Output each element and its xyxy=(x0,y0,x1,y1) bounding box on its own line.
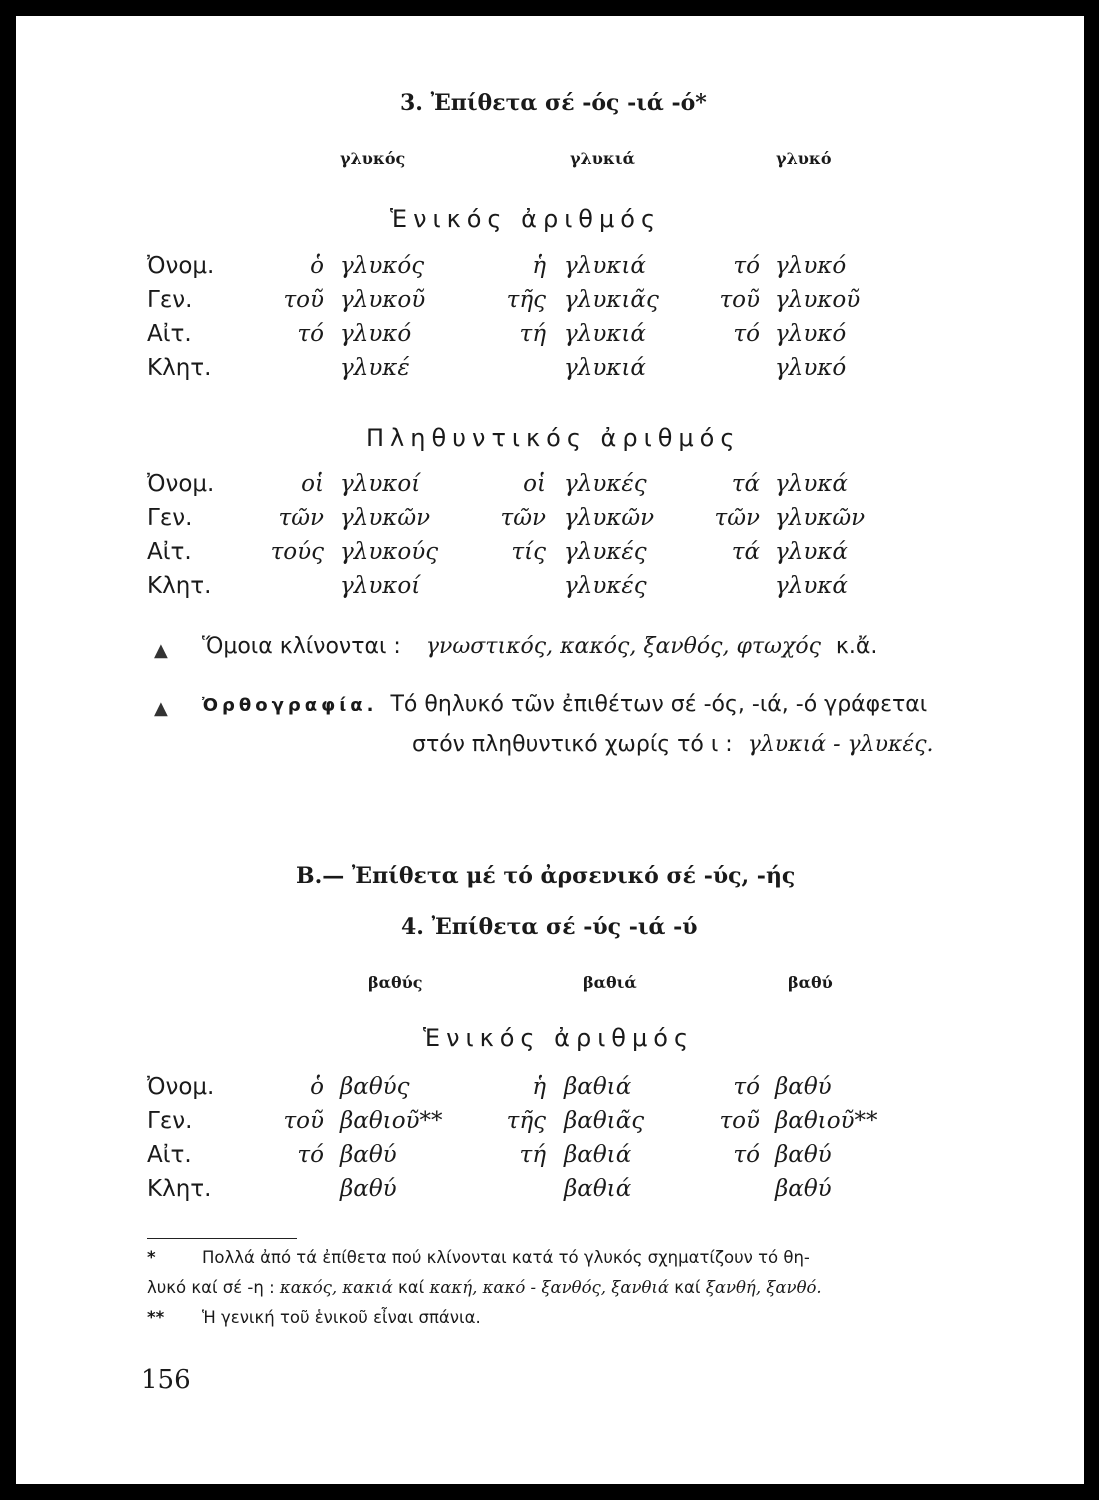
footnote-2-mark: ** xyxy=(147,1308,165,1327)
form-cell: γλυκοί xyxy=(340,471,421,497)
fn1-text-c: καί xyxy=(398,1278,425,1297)
article-cell: ὁ xyxy=(310,1074,324,1100)
form-cell: γλυκοῦ xyxy=(340,287,426,313)
article-cell: τό xyxy=(733,253,760,279)
form-cell: γλυκός xyxy=(340,253,425,279)
article-cell: τά xyxy=(731,539,760,565)
article-cell: τούς xyxy=(270,539,324,565)
article-cell: ἡ xyxy=(532,253,546,279)
section-4-title: 4. Ἐπίθετα σέ -ύς -ιά -ύ xyxy=(401,914,698,940)
form-cell: βαθύ xyxy=(775,1074,832,1100)
article-cell: τό xyxy=(297,1142,324,1168)
form-cell: γλυκό xyxy=(775,321,847,347)
note-spelling-text1: Τό θηλυκό τῶν ἐπιθέτων σέ -ός, -ιά, -ό γράφεται xyxy=(390,692,928,717)
article-cell: τοῦ xyxy=(283,1108,324,1134)
form-cell: γλυκοί xyxy=(340,573,421,599)
note-spelling-example: γλυκιά - γλυκές. xyxy=(747,732,934,757)
article-cell: τοῦ xyxy=(719,1108,760,1134)
form-cell: βαθύ xyxy=(775,1142,832,1168)
article-cell: τή xyxy=(519,1142,546,1168)
fn1-text-a: λυκό καί σέ -η : xyxy=(147,1278,275,1297)
note-similar-words: γνωστικός, κακός, ξανθός, φτωχός xyxy=(425,634,821,659)
fn1-text-e: καί xyxy=(674,1278,701,1297)
form-cell: βαθύ xyxy=(340,1176,397,1202)
head-feminine: γλυκιά xyxy=(570,149,635,168)
form-cell: γλυκιά xyxy=(564,253,646,279)
form-cell: γλυκῶν xyxy=(564,505,655,531)
form-cell: βαθύ xyxy=(340,1142,397,1168)
article-cell: οἱ xyxy=(523,471,546,497)
form-cell: βαθιά xyxy=(564,1176,632,1202)
form-cell: γλυκό xyxy=(775,355,847,381)
fn1-text-f: ξανθή, ξανθό. xyxy=(705,1278,822,1297)
fn1-text-b: κακός, κακιά xyxy=(279,1278,393,1297)
note-spelling-text2: στόν πληθυντικό χωρίς τό ι : xyxy=(412,732,733,757)
form-cell: γλυκιᾶς xyxy=(564,287,659,313)
book-page xyxy=(16,16,1084,1484)
case-label: Ὀνομ. xyxy=(147,253,215,279)
footnote-1-mark: * xyxy=(147,1248,156,1267)
head-neuter: γλυκό xyxy=(776,149,832,168)
head-neuter-4: βαθύ xyxy=(788,973,833,992)
case-label: Γεν. xyxy=(147,287,193,313)
form-cell: βαθιοῦ** xyxy=(340,1108,443,1134)
head-masculine-4: βαθύς xyxy=(368,973,423,992)
footnote-1-line1: Πολλά ἀπό τά ἐπίθετα πού κλίνονται κατά τό γλυκός σχηματίζουν τό θη- xyxy=(202,1248,810,1267)
form-cell: γλυκές xyxy=(564,573,647,599)
form-cell: βαθιά xyxy=(564,1074,632,1100)
case-label: Κλητ. xyxy=(147,355,212,381)
triangle-bullet-icon: ▲ xyxy=(154,640,168,661)
form-cell: βαθιά xyxy=(564,1142,632,1168)
case-label: Ὀνομ. xyxy=(147,471,215,497)
article-cell: τή xyxy=(519,321,546,347)
form-cell: γλυκές xyxy=(564,539,647,565)
case-label: Γεν. xyxy=(147,505,193,531)
case-label: Αἰτ. xyxy=(147,539,192,565)
head-feminine-4: βαθιά xyxy=(583,973,637,992)
article-cell: τό xyxy=(297,321,324,347)
section-3-title: 3. Ἐπίθετα σέ -ός -ιά -ό* xyxy=(400,90,707,116)
form-cell: βαθιᾶς xyxy=(564,1108,645,1134)
article-cell: τῶν xyxy=(278,505,324,531)
article-cell: τό xyxy=(733,1142,760,1168)
note-similar-label: Ὅμοια κλίνονται : xyxy=(202,634,401,659)
footnote-divider xyxy=(147,1238,297,1239)
singular-label-4: Ἑνικός ἀριθμός xyxy=(423,1024,695,1052)
form-cell: γλυκό xyxy=(775,253,847,279)
form-cell: γλυκά xyxy=(775,573,848,599)
section-b-title: Β.— Ἐπίθετα μέ τό ἀρσενικό σέ -ύς, -ής xyxy=(296,863,796,889)
form-cell: βαθύς xyxy=(340,1074,410,1100)
note-similar-abbr: κ.ἄ. xyxy=(835,634,878,659)
triangle-bullet-icon: ▲ xyxy=(154,698,168,719)
form-cell: γλυκιά xyxy=(564,321,646,347)
form-cell: γλυκές xyxy=(564,471,647,497)
case-label: Αἰτ. xyxy=(147,321,192,347)
form-cell: γλυκῶν xyxy=(775,505,866,531)
article-cell: τῶν xyxy=(500,505,546,531)
article-cell: οἱ xyxy=(301,471,324,497)
article-cell: τῆς xyxy=(506,1108,546,1134)
note-spelling-line1 xyxy=(202,692,927,717)
case-label: Αἰτ. xyxy=(147,1142,192,1168)
article-cell: ὁ xyxy=(310,253,324,279)
form-cell: γλυκά xyxy=(775,539,848,565)
form-cell: βαθύ xyxy=(775,1176,832,1202)
fn1-text-d: κακή, κακό - ξανθός, ξανθιά xyxy=(429,1278,670,1297)
case-label: Κλητ. xyxy=(147,573,212,599)
form-cell: βαθιοῦ** xyxy=(775,1108,878,1134)
page-number: 156 xyxy=(141,1365,191,1395)
note-spelling-line2 xyxy=(412,732,934,757)
plural-label: Πληθυντικός ἀριθμός xyxy=(366,424,741,452)
footnote-1-line2 xyxy=(147,1278,822,1297)
article-cell: τά xyxy=(731,471,760,497)
head-masculine: γλυκός xyxy=(340,149,406,168)
form-cell: γλυκιά xyxy=(564,355,646,381)
note-spelling-label: Ὀρθογραφία. xyxy=(202,695,378,716)
case-label: Γεν. xyxy=(147,1108,193,1134)
form-cell: γλυκοῦ xyxy=(775,287,861,313)
article-cell: τίς xyxy=(511,539,546,565)
article-cell: τῶν xyxy=(714,505,760,531)
article-cell: τοῦ xyxy=(283,287,324,313)
form-cell: γλυκό xyxy=(340,321,412,347)
form-cell: γλυκέ xyxy=(340,355,410,381)
case-label: Κλητ. xyxy=(147,1176,212,1202)
case-label: Ὀνομ. xyxy=(147,1074,215,1100)
article-cell: τό xyxy=(733,1074,760,1100)
form-cell: γλυκῶν xyxy=(340,505,431,531)
article-cell: τοῦ xyxy=(719,287,760,313)
article-cell: τό xyxy=(733,321,760,347)
form-cell: γλυκά xyxy=(775,471,848,497)
article-cell: τῆς xyxy=(506,287,546,313)
form-cell: γλυκούς xyxy=(340,539,439,565)
footnote-2-text: Ἡ γενική τοῦ ἑνικοῦ εἶναι σπάνια. xyxy=(202,1308,481,1327)
article-cell: ἡ xyxy=(532,1074,546,1100)
singular-label: Ἑνικός ἀριθμός xyxy=(390,205,662,233)
note-similar xyxy=(202,634,877,659)
